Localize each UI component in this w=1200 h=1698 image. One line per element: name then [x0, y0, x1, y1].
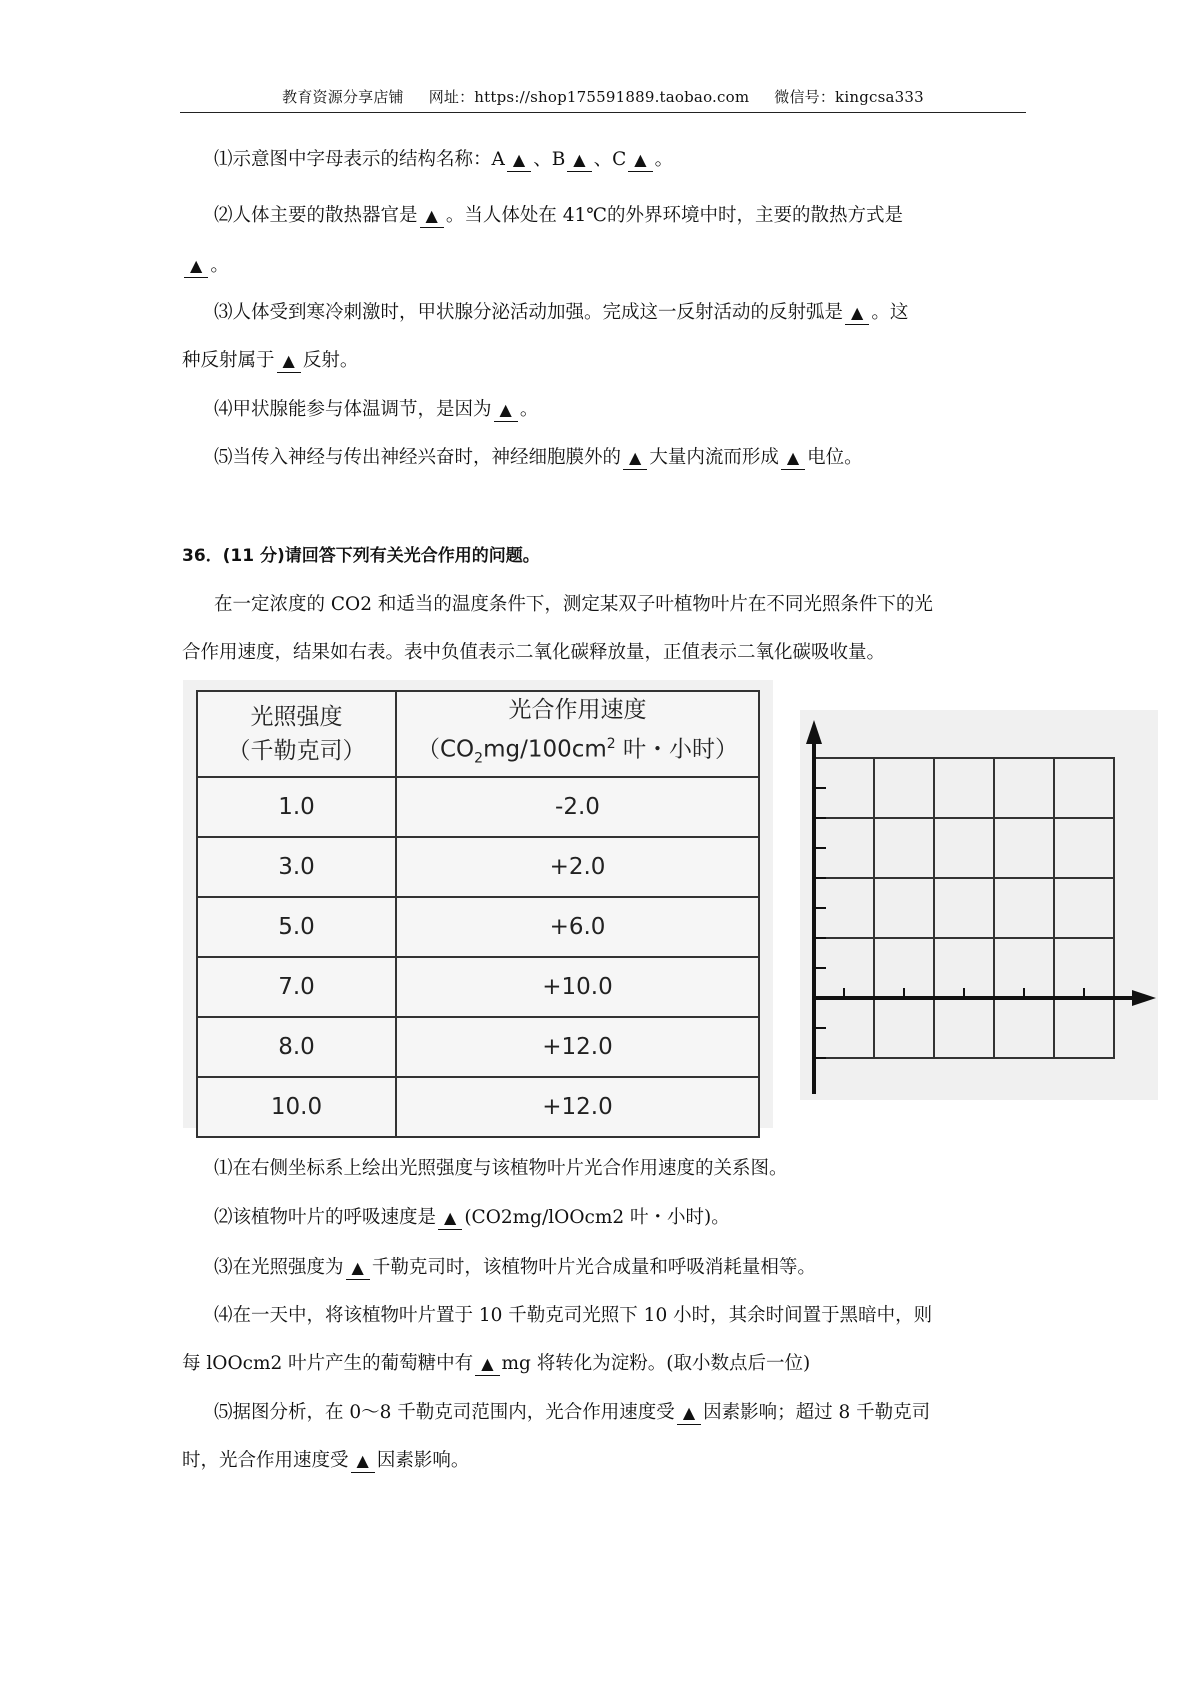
intro-line-2: 合作用速度，结果如右表。表中负值表示二氧化碳释放量，正值表示二氧化碳吸收量。	[182, 642, 886, 663]
q36-1: ⑴在右侧坐标系上绘出光照强度与该植物叶片光合作用速度的关系图。	[214, 1158, 788, 1179]
answer-blank[interactable]: ▲	[677, 1402, 701, 1425]
answer-blank[interactable]: ▲	[346, 1257, 370, 1280]
q35-2: ⑵人体主要的散热器官是 ▲ 。当人体处在 41℃的外界环境中时，主要的散热方式是	[214, 205, 903, 226]
answer-blank[interactable]: ▲	[567, 149, 591, 172]
answer-blank[interactable]: ▲	[781, 447, 805, 470]
q36-4-cont: 每 lOOcm2 叶片产生的葡萄糖中有 ▲ mg 将转化为淀粉。(取小数点后一位)	[182, 1353, 811, 1374]
q35-4: ⑷甲状腺能参与体温调节，是因为 ▲ 。	[214, 399, 539, 420]
table-row: 1.0 -2.0	[197, 777, 759, 837]
shop-url[interactable]: 网址：https://shop175591889.taobao.com	[428, 88, 750, 106]
answer-blank[interactable]: ▲	[494, 399, 518, 422]
wechat-id: 微信号：kingcsa333	[774, 88, 924, 106]
intro-line-1: 在一定浓度的 CO2 和适当的温度条件下，测定某双子叶植物叶片在不同光照条件下的光	[214, 594, 933, 615]
answer-blank[interactable]: ▲	[438, 1207, 462, 1230]
table-row: 7.0 +10.0	[197, 957, 759, 1017]
answer-blank[interactable]: ▲	[475, 1353, 499, 1376]
page-header	[180, 86, 1026, 107]
table-row: 8.0 +12.0	[197, 1017, 759, 1077]
answer-blank[interactable]: ▲	[420, 205, 444, 228]
table-header-row	[197, 691, 759, 777]
grid-svg	[800, 710, 1158, 1100]
table-row: 3.0 +2.0	[197, 837, 759, 897]
q36-5-cont: 时，光合作用速度受 ▲ 因素影响。	[182, 1450, 470, 1471]
answer-blank[interactable]: ▲	[628, 149, 652, 172]
x-axis-arrow	[1132, 990, 1156, 1006]
photosynthesis-table	[196, 690, 760, 1138]
q35-3: ⑶人体受到寒冷刺激时，甲状腺分泌活动加强。完成这一反射活动的反射弧是 ▲ 。这	[214, 302, 909, 323]
q35-3-cont: 种反射属于 ▲ 反射。	[182, 350, 359, 371]
blank-coordinate-grid	[800, 710, 1158, 1100]
q36-4: ⑷在一天中，将该植物叶片置于 10 千勒克司光照下 10 小时，其余时间置于黑暗中，则	[214, 1305, 933, 1326]
header-light: 光照强度 （千勒克司）	[197, 691, 396, 777]
answer-blank[interactable]: ▲	[277, 350, 301, 373]
answer-blank[interactable]: ▲	[184, 255, 208, 278]
q35-2-cont: ▲ 。	[182, 253, 1024, 279]
header-rate: 光合作用速度 （$CO_2mg/100cm^2$ 叶・小时）	[396, 691, 759, 777]
question-36-title: 36．(11 分)请回答下列有关光合作用的问题。	[182, 546, 540, 566]
answer-blank[interactable]: ▲	[351, 1450, 375, 1473]
q35-5: ⑸当传入神经与传出神经兴奋时，神经细胞膜外的 ▲ 大量内流而形成 ▲ 电位。	[214, 447, 863, 468]
answer-blank[interactable]: ▲	[845, 302, 869, 325]
data-table-image	[183, 680, 773, 1128]
q36-2: ⑵该植物叶片的呼吸速度是 ▲ (CO2mg/lOOcm2 叶・小时)。	[214, 1207, 730, 1228]
q36-3: ⑶在光照强度为 ▲ 千勒克司时，该植物叶片光合成量和呼吸消耗量相等。	[214, 1257, 816, 1278]
answer-blank[interactable]: ▲	[623, 447, 647, 470]
answer-blank[interactable]: ▲	[507, 149, 531, 172]
y-axis-arrow	[806, 720, 822, 744]
table-row: 10.0 +12.0	[197, 1077, 759, 1137]
q36-5: ⑸据图分析，在 0～8 千勒克司范围内，光合作用速度受 ▲ 因素影响；超过 8 千勒克司	[214, 1402, 931, 1423]
q35-1: ⑴示意图中字母表示的结构名称：A ▲ 、B ▲ 、C ▲ 。	[214, 149, 674, 170]
header-divider	[180, 112, 1026, 113]
table-row: 5.0 +6.0	[197, 897, 759, 957]
shop-name: 教育资源分享店铺	[282, 88, 404, 106]
